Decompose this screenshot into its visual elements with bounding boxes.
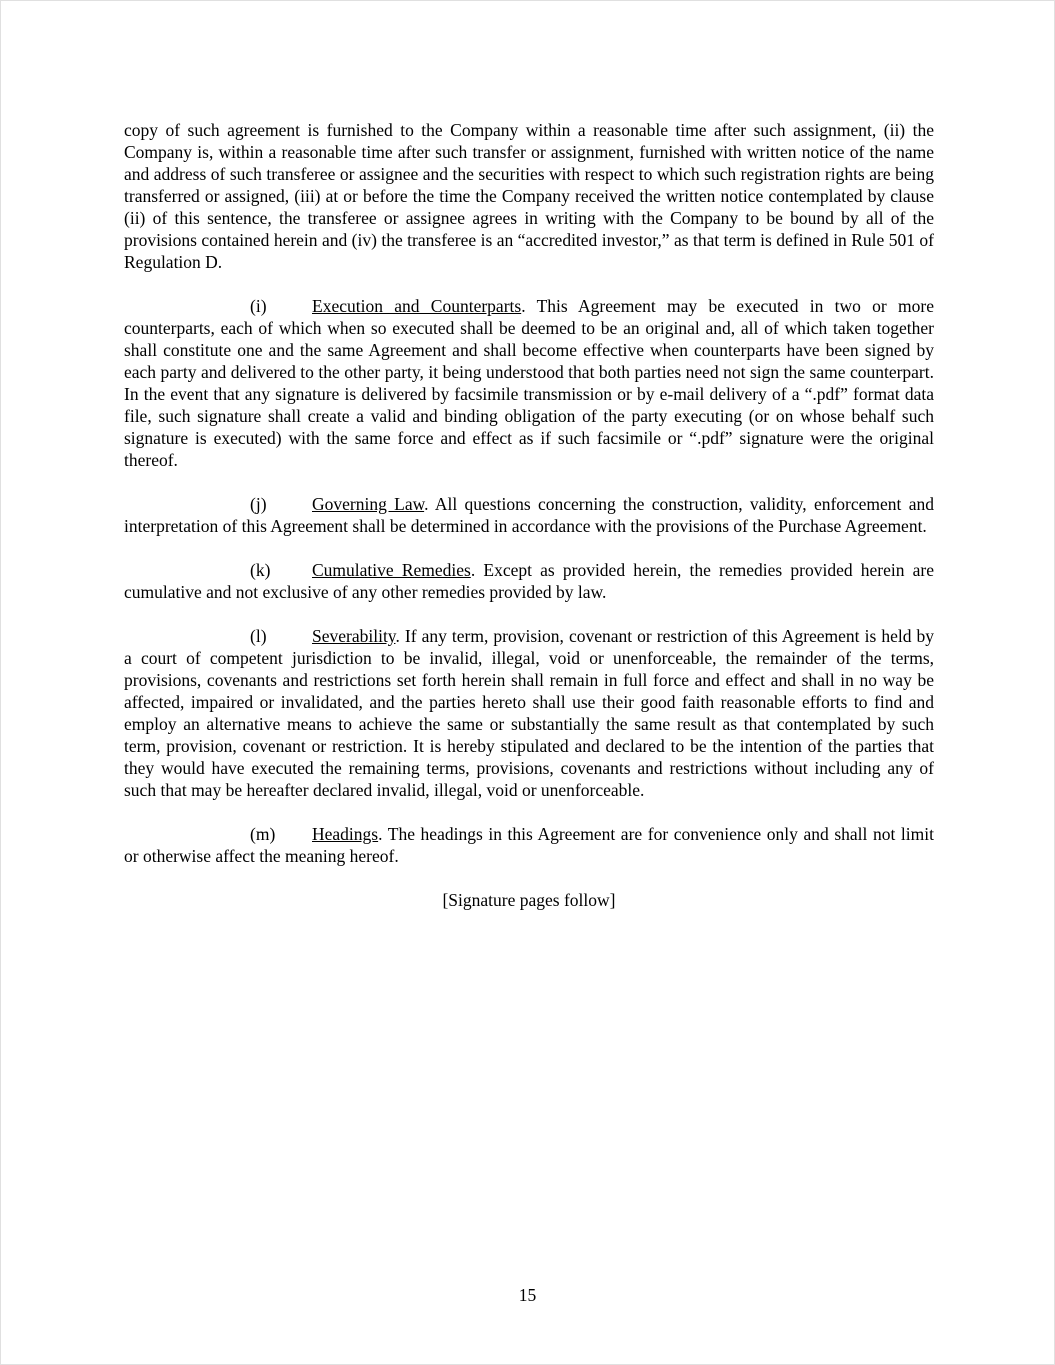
clause-paragraph: (i) Execution and Counterparts. This Agreement may be executed in two or more counterparts, each of which when so executed shall be deemed to be an original and, all of which taken together shall constitute one and the same Agreement and shall become effective when counterparts have been signed by each party and delivered to the other party, it being understood that both parties need not sign the same counterpart. In the event that any signature is delivered by facsimile transmission or by e-mail delivery of a “.pdf” format data file, such signature shall create a valid and binding obligation of the party executing (or on whose behalf such signature is executed) with the same force and effect as if such facsimile or “.pdf” signature were the original thereof. — [124, 296, 934, 470]
paragraph-text: [Signature pages follow] — [442, 890, 616, 910]
paragraph-text: This Agreement may be executed in two or more counterparts, each of which when so executed shall be deemed to be an original and, all of which taken together shall constitute one and the same Agreement and shall become effective when counterparts have been signed by each party and delivered to the other party, it being understood that both parties need not sign the same counterpart. In the event that any signature is delivered by facsimile transmission or by e-mail delivery of a “.pdf” format data file, such signature shall create a valid and binding obligation of the party executing (or on whose behalf such signature is executed) with the same force and effect as if such facsimile or “.pdf” signature were the original thereof. — [124, 296, 934, 470]
page-number: 15 — [518, 1285, 537, 1305]
clause-paragraph: (m) Headings. The headings in this Agreement are for convenience only and shall not limit or otherwise affect the meaning hereof. — [124, 824, 934, 866]
clause-letter: (m) — [250, 824, 276, 844]
clause-heading: Cumulative Remedies — [312, 560, 471, 580]
clause-heading: Execution and Counterparts — [312, 296, 522, 316]
paragraph-text: The headings in this Agreement are for convenience only and shall not limit or otherwise affect the meaning hereof. — [124, 824, 934, 866]
clause-letter: (i) — [250, 296, 267, 316]
paragraph-text: Except as provided herein, the remedies provided herein are cumulative and not exclusive of any other remedies provided by law. — [124, 560, 934, 602]
clause-paragraph: (j) Governing Law. All questions concerning the construction, validity, enforcement and interpretation of this Agreement shall be determined in accordance with the provisions of the Purchase Agreement. — [124, 494, 934, 536]
paragraph — [124, 119, 934, 273]
clause-paragraph: (l) Severability. If any term, provision, covenant or restriction of this Agreement is held by a court of competent jurisdiction to be invalid, illegal, void or unenforceable, the remainder of the terms, provisions, covenants and restrictions set forth herein shall remain in full force and effect and shall in no way be affected, impaired or invalidated, and the parties hereto shall use their good faith reasonable efforts to find and employ an alternative means to achieve the same or substantially the same result as that contemplated by such term, provision, covenant or restriction. It is hereby stipulated and declared to be the intention of the parties that they would have executed the remaining terms, provisions, covenants and restrictions without including any of such that may be hereafter declared invalid, illegal, void or unenforceable. — [124, 626, 935, 800]
clause-letter: (j) — [250, 494, 267, 514]
document-body — [124, 119, 934, 933]
paragraph — [124, 889, 934, 911]
clause-letter: (l) — [250, 626, 267, 646]
clause-heading: Severability — [312, 626, 396, 646]
clause-heading: Governing Law — [312, 494, 425, 514]
clause-paragraph: (k) Cumulative Remedies. Except as provided herein, the remedies provided herein are cumulative and not exclusive of any other remedies provided by law. — [124, 560, 934, 602]
clause-heading: Headings — [312, 824, 379, 844]
paragraph-text: copy of such agreement is furnished to the Company within a reasonable time after such assignment, (ii) the Company is, within a reasonable time after such transfer or assignment, furnished with written notice of the name and address of such transferee or assignee and the securities with respect to which such registration rights are being transferred or assigned, (iii) at or before the time the Company received the written notice contemplated by clause (ii) of this sentence, the transferee or assignee agrees in writing with the Company to be bound by all of the provisions contained herein and (iv) the transferee is an “accredited investor,” as that term is defined in Rule 501 of Regulation D. — [124, 120, 934, 272]
clause-letter: (k) — [250, 560, 271, 580]
paragraph-text: All questions concerning the construction, validity, enforcement and interpretation of this Agreement shall be determined in accordance with the provisions of the Purchase Agreement. — [124, 494, 934, 536]
paragraph-text: If any term, provision, covenant or restriction of this Agreement is held by a court of competent jurisdiction to be invalid, illegal, void or unenforceable, the remainder of the terms, provisions, covenants and restrictions set forth herein shall remain in full force and effect and shall in no way be affected, impaired or invalidated, and the parties hereto shall use their good faith reasonable efforts to find and employ an alternative means to achieve the same or substantially the same result as that contemplated by such term, provision, covenant or restriction. It is hereby stipulated and declared to be the intention of the parties that they would have executed the remaining terms, provisions, covenants and restrictions without including any of such that may be hereafter declared invalid, illegal, void or unenforceable. — [124, 626, 935, 800]
